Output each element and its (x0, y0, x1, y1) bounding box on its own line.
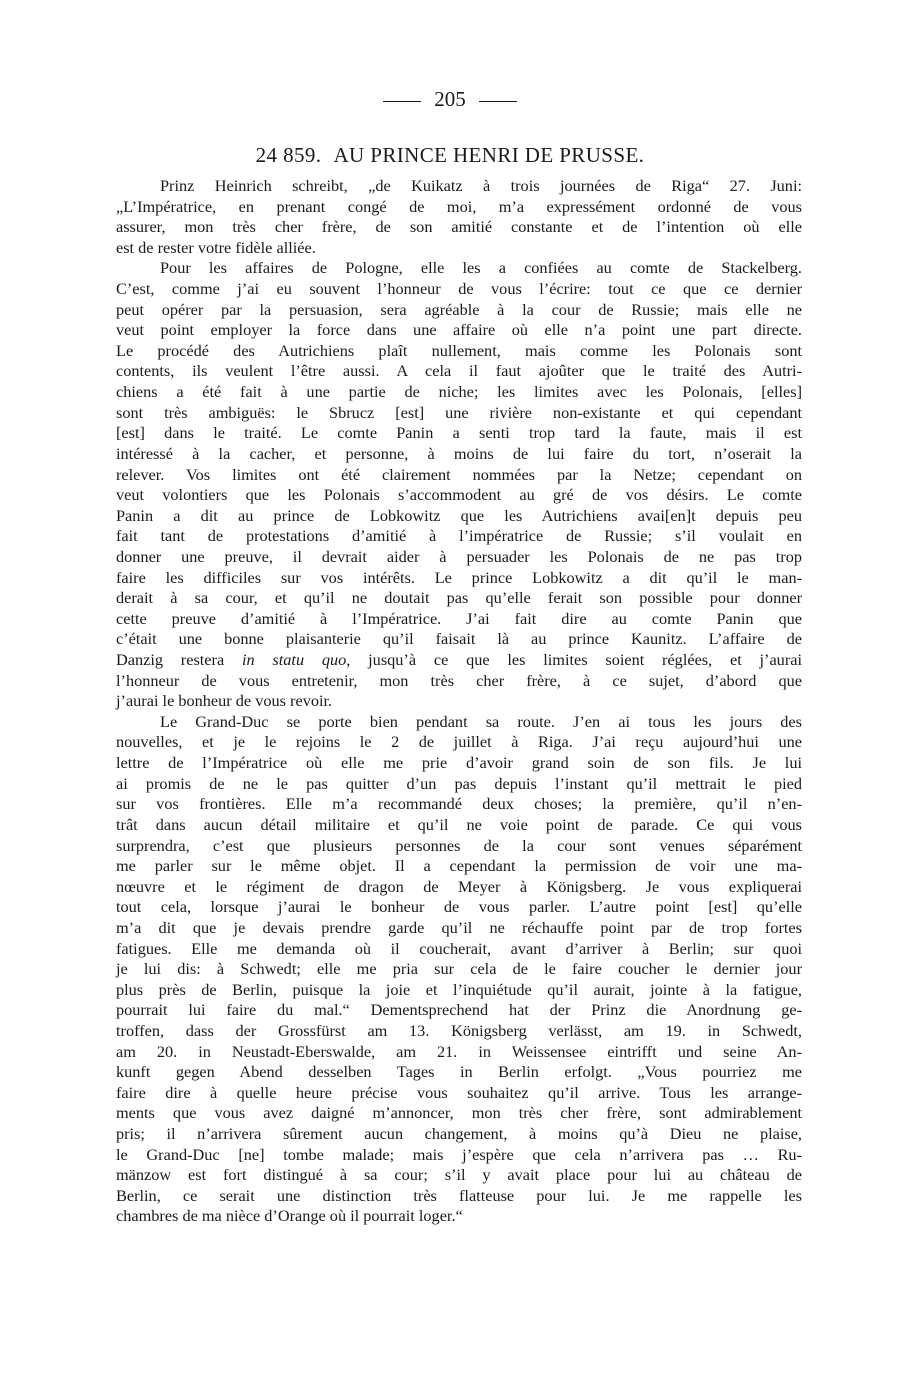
text-line: ments que vous avez daigné m’annoncer, mon très cher frère, sont admirablement (116, 1103, 802, 1123)
paragraph (116, 712, 802, 1227)
text-line: je lui dis: à Schwedt; elle me pria sur cela de le faire coucher le dernier jour (116, 959, 802, 979)
text-line: fatigues. Elle me demanda où il coucherait, avant d’arriver à Berlin; sur quoi (116, 938, 802, 958)
text-line: kunft gegen Abend desselben Tages in Berlin erfolgt. „Vous pourriez me (116, 1062, 802, 1082)
text-line: cette preuve d’amitié à l’Impératrice. J’ai fait dire au comte Panin que (116, 608, 802, 628)
text-line: Prinz Heinrich schreibt, „de Kuikatz à trois journées de Riga“ 27. Juni: (160, 176, 802, 195)
text-line: Pour les affaires de Pologne, elle les a confiées au comte de Stackelberg. (160, 258, 802, 278)
text-line: c’était une bonne plaisanterie qu’il faisait là au prince Kaunitz. L’affaire de (116, 629, 802, 649)
text-line: sur vos frontières. Elle m’a recommandé deux choses; la première, qu’il n’en- (116, 794, 802, 814)
text-line: faire les difficiles sur vos intérêts. Le prince Lobkowitz a dit qu’il le man- (116, 567, 802, 587)
text-line: le Grand-Duc [ne] tombe malade; mais j’espère que cela n’arrivera pas … Ru- (116, 1144, 802, 1164)
text-line: lettre de l’Impératrice où elle me prie d’avoir grand soin de son fils. Je lui (116, 753, 802, 773)
text-line: faire dire à quelle heure précise vous souhaitez qu’il arrive. Tous les arrange- (116, 1082, 802, 1102)
text-line: assurer, mon très cher frère, de son amitié constante et de l’intention où elle (116, 217, 802, 237)
page-number (0, 86, 900, 112)
text-line: pourrait lui faire du mal.“ Dementsprechend hat der Prinz die Anordnung ge- (116, 1000, 802, 1020)
text-line: m’a dit que je devais prendre garde qu’il ne réchauffe point par de trop fortes (116, 917, 802, 937)
text-line: „L’Impératrice, en prenant congé de moi, m’a expressément ordonné de vous (116, 196, 802, 216)
text-line: ai promis de ne le pas quitter d’un pas depuis l’instant qu’il mettrait le pied (116, 773, 802, 793)
paragraph (116, 258, 802, 711)
text-line: C’est, comme j’ai eu souvent l’honneur de vous l’écrire: tout ce que ce dernier (116, 279, 802, 299)
text-line: Le procédé des Autrichiens plaît nullement, mais comme les Polonais sont (116, 340, 802, 360)
text-line: derait à sa cour, et qu’il ne doutait pas qu’elle ferait son possible pour donner (116, 588, 802, 608)
text-line: intéressé à la cacher, et personne, à moins de lui faire du tort, n’oserait la (116, 443, 802, 463)
letter-body (116, 176, 802, 1227)
text-line: Panin a dit au prince de Lobkowitz que les Autrichiens avai[en]t depuis peu (116, 505, 802, 525)
text-line: nœuvre et le régiment de dragon de Meyer à Königsberg. Je vous expliquerai (116, 876, 802, 896)
text-line: chiens a été fait à une partie de niche; les limites avec les Polonais, [elles] (116, 382, 802, 402)
text-line: Le Grand-Duc se porte bien pendant sa route. J’en ai tous les jours des (160, 711, 802, 731)
text-line: [est] dans le traité. Le comte Panin a senti trop tard la faute, mais il est (116, 423, 802, 443)
letter-number: 24 859. (255, 143, 322, 167)
italic-phrase: in statu quo (241, 650, 347, 670)
page-number-rule-right (479, 101, 517, 102)
text-line: Danzig restera in statu quo, jusqu’à ce que les limites soient réglées, et j’aurai (116, 650, 802, 670)
text-line: am 20. in Neustadt-Eberswalde, am 21. in Weissensee eintrifft und seine An- (116, 1041, 802, 1061)
text-line: pris; il n’arrivera sûrement aucun changement, à moins qu’à Dieu ne plaise, (116, 1124, 802, 1144)
text-line: donner une preuve, il devrait aider à persuader les Polonais de ne pas trop (116, 546, 802, 566)
page-number-rule-left (383, 101, 421, 102)
text-line: troffen, dass der Grossfürst am 13. Königsberg verlässt, am 19. in Schwedt, (116, 1020, 802, 1040)
text-line: trât dans aucun détail militaire et qu’il ne voie point de parade. Ce qui vous (116, 814, 802, 834)
text-line: relever. Vos limites ont été clairement nommées par la Netze; cependant on (116, 464, 802, 484)
text-line: l’honneur de vous entretenir, mon très cher frère, à ce sujet, d’abord que (116, 670, 802, 690)
text-line: fait tant de protestations d’amitié à l’impératrice de Russie; s’il voulait en (116, 526, 802, 546)
text-line: peut opérer par la persuasion, sera agréable à la cour de Russie; mais elle ne (116, 299, 802, 319)
text-line: veut point employer la force dans une affaire où elle n’a point une part directe. (116, 320, 802, 340)
text-line: surprendra, c’est que plusieurs personnes de la cour sont venues séparément (116, 835, 802, 855)
letter-heading (0, 142, 900, 168)
text-line: mänzow est fort distingué à sa cour; s’il y avait place pour lui au château de (116, 1165, 802, 1185)
text-line: tout cela, lorsque j’aurai le bonheur de vous parler. L’autre point [est] qu’elle (116, 897, 802, 917)
text-line: j’aurai le bonheur de vous revoir. (116, 691, 333, 711)
text-line: nouvelles, et je le rejoins le 2 de juillet à Riga. J’ai reçu aujourd’hui une (116, 732, 802, 752)
text-line: est de rester votre fidèle alliée. (116, 237, 316, 257)
text-line: sont très ambiguës: le Sbrucz [est] une rivière non-existante et qui cependant (116, 402, 802, 422)
paragraph (116, 176, 802, 258)
text-line: plus près de Berlin, puisque la joie et l’inquiétude qu’il aurait, jointe à la fatigue, (116, 979, 802, 999)
text-line: Berlin, ce serait une distinction très flatteuse pour lui. Je me rappelle les (116, 1185, 802, 1205)
page-number-text: 205 (434, 87, 466, 111)
text-line: chambres de ma nièce d’Orange où il pourrait loger.“ (116, 1206, 463, 1226)
text-line: contents, ils veulent l’être aussi. A cela il faut ajoûter que le traité des Autri- (116, 361, 802, 381)
text-line: veut volontiers que les Polonais s’accommodent au gré de vos désirs. Le comte (116, 485, 802, 505)
letter-title: AU PRINCE HENRI DE PRUSSE. (333, 143, 645, 167)
text-line: me parler sur le même objet. Il a cependant la permission de voir une ma- (116, 856, 802, 876)
